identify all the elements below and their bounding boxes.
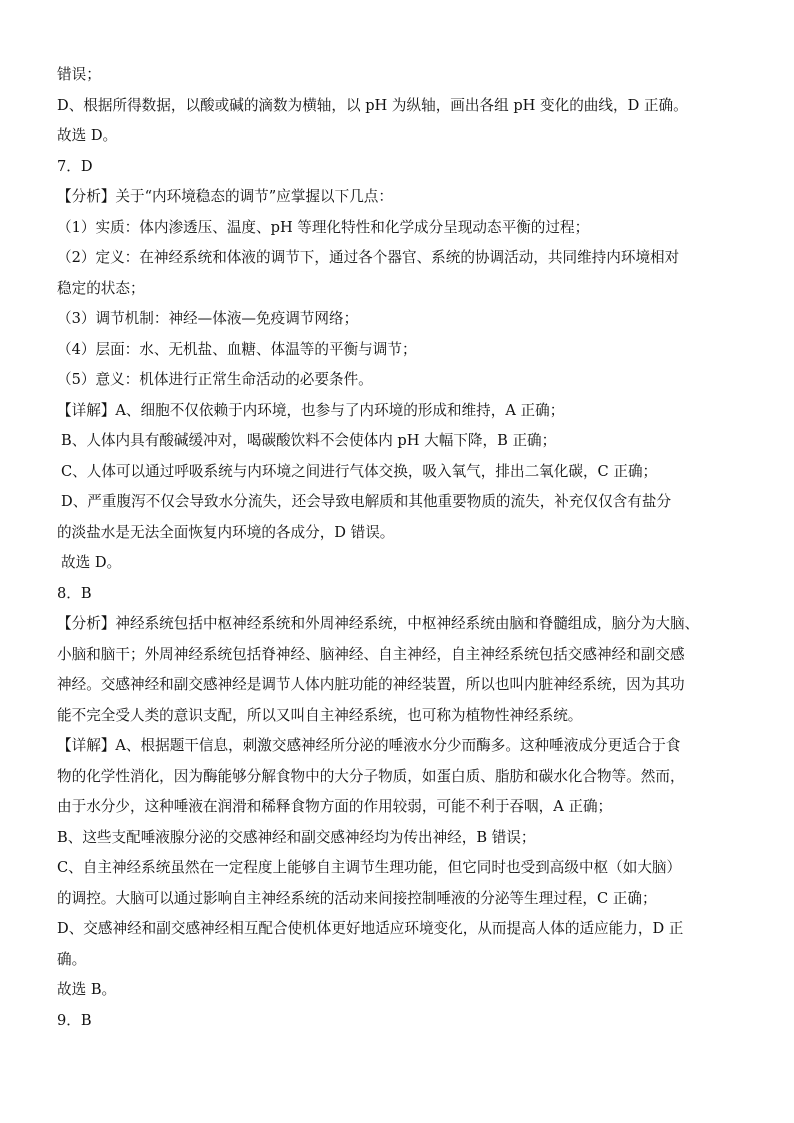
text-line: D、交感神经和副交感神经相互配合使机体更好地适应环境变化，从而提高人体的适应能力，D 正 — [57, 920, 684, 937]
text-line: B、这些支配唾液腺分泌的交感神经和副交感神经均为传出神经，B 错误； — [57, 828, 536, 846]
text-line: 的淡盐水是无法全面恢复内环境的各成分，D 错误。 — [57, 523, 395, 541]
text-line: 能不完全受人类的意识支配，所以又叫自主神经系统，也可称为植物性神经系统。 — [57, 706, 583, 724]
text-line: 小脑和脑干；外周神经系统包括脊神经、脑神经、自主神经，自主神经系统包括交感神经和副交感 — [57, 645, 685, 663]
text-line: D、严重腹泻不仅会导致水分流失，还会导致电解质和其他重要物质的流失，补充仅仅含有盐分 — [61, 493, 672, 510]
answer-document — [57, 60, 747, 1036]
question-number: 9．B — [57, 1011, 92, 1029]
text-line: C、人体可以通过呼吸系统与内环境之间进行气体交换，吸入氧气，排出二氧化碳，C 正确； — [61, 462, 658, 480]
text-line: B、人体内具有酸碱缓冲对，喝碳酸饮料不会使体内 pH 大幅下降，B 正确； — [61, 432, 557, 449]
text-line: （4）层面：水、无机盐、血糖、体温等的平衡与调节； — [57, 340, 417, 358]
text-line: D、根据所得数据，以酸或碱的滴数为横轴，以 pH 为纵轴，画出各组 pH 变化的曲线，D 正确。 — [57, 96, 688, 114]
text-line: （1）实质：体内渗透压、温度、pH 等理化特性和化学成分呈现动态平衡的过程； — [57, 218, 590, 236]
detail-heading: 【详解】A、根据题干信息，刺激交感神经所分泌的唾液水分少而酶多。这种唾液成分更适合于食 — [57, 737, 681, 754]
text-line: 物的化学性消化，因为酶能够分解食物中的大分子物质，如蛋白质、脂肪和碳水化合物等。然而， — [57, 767, 685, 785]
text-line: 神经。交感神经和副交感神经是调节人体内脏功能的神经装置，所以也叫内脏神经系统，因为其功 — [57, 676, 685, 693]
text-line: 稳定的状态； — [57, 279, 145, 297]
text-line: （3）调节机制：神经—体液—免疫调节网络； — [57, 310, 359, 327]
text-line: （5）意义：机体进行正常生命活动的必要条件。 — [57, 371, 373, 388]
question-number: 7．D — [57, 157, 93, 175]
question-number: 8．B — [57, 584, 92, 602]
text-line: 的调控。大脑可以通过影响自主神经系统的活动来间接控制唾液的分泌等生理过程，C 正确； — [57, 889, 657, 907]
text-line: （2）定义：在神经系统和体液的调节下，通过各个器官、系统的协调活动，共同维持内环境相对 — [57, 249, 680, 266]
detail-heading: 【详解】A、细胞不仅依赖于内环境，也参与了内环境的形成和维持，A 正确； — [57, 401, 565, 419]
text-line: 错误； — [57, 66, 101, 83]
text-line: 由于水分少，这种唾液在润滑和稀释食物方面的作用较弱，可能不利于吞咽，A 正确； — [57, 798, 613, 815]
text-line: 故选 D。 — [61, 554, 122, 571]
text-line: 确。 — [57, 950, 87, 968]
text-line: C、自主神经系统虽然在一定程度上能够自主调节生理功能，但它同时也受到高级中枢（如大脑） — [57, 859, 682, 876]
analysis-heading: 【分析】神经系统包括中枢神经系统和外周神经系统，中枢神经系统由脑和脊髓组成，脑分为大脑、 — [57, 615, 700, 632]
text-line: 故选 D。 — [57, 127, 118, 144]
analysis-heading: 【分析】关于“内环境稳态的调节”应掌握以下几点： — [57, 188, 393, 205]
text-line: 故选 B。 — [57, 981, 117, 998]
